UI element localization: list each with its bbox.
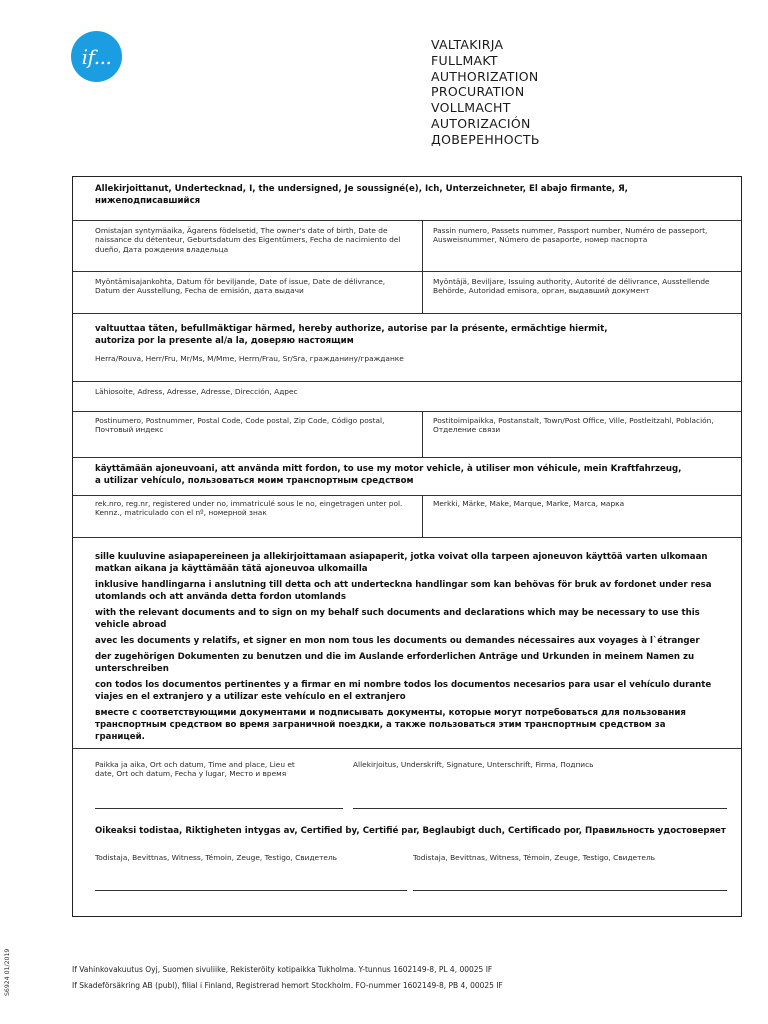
statement-sv: inklusive handlingarna i anslutning till detta och att underteckna handlingar som kan behövas för bruk av fordonet under resa utomlands och att använda detta fordon utomlands (95, 580, 712, 602)
post-office-label: Postitoimipaikka, Postanstalt, Town/Post Office, Ville, Postleitzahl, Población, Отделение связи (433, 416, 714, 435)
salutation-label: Herra/Rouva, Herr/Fru, Mr/Ms, M/Mme, Herrn/Frau, Sr/Sra, гражданину/гражданке (95, 354, 404, 363)
if-logo (71, 31, 122, 82)
statements-list (95, 551, 713, 747)
statement-de: der zugehörigen Dokumenten zu benutzen und die im Auslande erforderlichen Anträge und Urkunden in meinem Namen zu unterschreiben (95, 652, 695, 674)
place-date-line[interactable] (95, 808, 343, 809)
title-es: AUTORIZACIÓN (431, 115, 531, 131)
document-title-block (431, 37, 540, 148)
title-de: VOLLMACHT (431, 100, 511, 116)
registration-number-field[interactable] (73, 496, 423, 537)
street-address-field[interactable] (73, 382, 741, 412)
issuing-authority-label: Myöntäjä, Beviljare, Issuing authority, Autorité de délivrance, Ausstellende Behörde, Autoridad emisora, орган, выдавший документ (433, 277, 710, 296)
witness-1-line[interactable] (95, 890, 407, 891)
signature-label: Allekirjoitus, Underskrift, Signature, Unterschrift, Firma, Подпись (353, 760, 594, 769)
issuing-authority-field[interactable] (423, 272, 741, 313)
passport-number-field[interactable] (423, 221, 741, 271)
postal-code-field[interactable] (73, 412, 423, 457)
street-address-label: Lähiosoite, Adress, Adresse, Adresse, Dirección, Адрес (95, 387, 298, 396)
authorize-line-2: autoriza por la presente al/a la, доверяю настоящим (95, 336, 354, 346)
vehicle-make-field[interactable] (423, 496, 741, 537)
witness-1-label: Todistaja, Bevittnas, Witness, Témoin, Zeuge, Testigo, Свидетель (95, 853, 338, 862)
postal-code-label: Postinumero, Postnummer, Postal Code, Code postal, Zip Code, Código postal, Почтовый индекс (95, 416, 385, 435)
owner-dob-label: Omistajan syntymäaika, Ägarens födelsetid, The owner's date of birth, Date de naissance du détenteur, Geburtsdatum des Eigentümers, Fecha de nacimiento del dueño, Дата рождения владельца (95, 226, 401, 254)
issue-details-row (73, 272, 741, 314)
certified-label: Oikeaksi todistaa, Riktigheten intygas av, Certified by, Certifié par, Beglaubigt duch, Certificado por, Правильность удостоверяет (95, 826, 726, 836)
date-of-issue-field[interactable] (73, 272, 423, 313)
postal-row (73, 412, 741, 458)
statement-es: con todos los documentos pertinentes y a firmar en mi nombre todos los documentos necesarios para usar el vehículo durante viajes en el extranjero y a utilizar este vehículo en el extranjero (95, 680, 712, 702)
place-date-label: Paikka ja aika, Ort och datum, Time and place, Lieu et date, Ort och datum, Fecha y lugar, Место и время (95, 760, 295, 779)
vehicle-make-label: Merkki, Märke, Make, Marque, Marke, Marca, марка (433, 499, 625, 508)
form-code: S6924 01/2019 (4, 948, 11, 996)
title-ru: ДОВЕРЕННОСТЬ (431, 131, 540, 147)
statement-en: with the relevant documents and to sign on my behalf such documents and declarations which may be necessary to use this vehicle abroad (95, 608, 700, 630)
statement-ru: вместе с соответствующими документами и подписывать документы, которые могут потребоваться для пользования транспортным средством во время заграничной поездки, а также пользоваться этим транспортным средством за границей. (95, 708, 686, 742)
footer-line-2: If Skadeförsäkring AB (publ), filial i Finland, Registrerad hemort Stockholm. FO-nummer 1602149-8, PB 4, 00025 IF (72, 981, 503, 990)
witness-2-line[interactable] (413, 890, 727, 891)
passport-number-label: Passin numero, Passets nummer, Passport number, Numéro de passeport, Ausweisnummer, Número de pasaporte, номер паспорта (433, 226, 708, 245)
authorization-form (72, 176, 742, 917)
statements-section (73, 538, 741, 749)
authorize-row[interactable] (73, 314, 741, 382)
authorize-line-1: valtuuttaa täten, befullmäktigar härmed, hereby authorize, autorise par la présente, ermächtige hiermit, (95, 324, 608, 334)
statement-fi: sille kuuluvine asiapapereineen ja allekirjoittamaan asiapaperit, jotka voivat olla tarpeen ajoneuvon käyttöä varten ulkomaan matkan aikana ja käyttämään tätä ajoneuvoa ulkomailla (95, 552, 708, 574)
signature-line[interactable] (353, 808, 727, 809)
title-sv: FULLMAKT (431, 52, 498, 68)
company-footer (72, 962, 503, 994)
title-fi: VALTAKIRJA (431, 37, 504, 52)
vehicle-line-1: käyttämään ajoneuvoani, att använda mitt fordon, to use my motor vehicle, à utiliser mon véhicule, mein Kraftfahrzeug, (95, 464, 682, 474)
vehicle-line-2: a utilizar vehículo, пользоваться моим транспортным средством (95, 476, 414, 486)
post-office-field[interactable] (423, 412, 741, 457)
witness-2-label: Todistaja, Bevittnas, Witness, Témoin, Zeuge, Testigo, Свидетель (413, 853, 656, 862)
owner-details-row (73, 221, 741, 272)
title-fr: PROCURATION (431, 84, 525, 100)
footer-line-1: If Vahinkovakuutus Oyj, Suomen sivuliike, Rekisteröity kotipaikka Tukholma. Y-tunnus 1602149-8, PL 4, 00025 IF (72, 965, 493, 974)
vehicle-details-row (73, 496, 741, 538)
title-en: AUTHORIZATION (431, 68, 539, 84)
signature-section (73, 749, 741, 916)
undersigned-row[interactable] (73, 177, 741, 221)
vehicle-row (73, 458, 741, 496)
date-of-issue-label: Myöntämisajankohta, Datum för beviljande, Date of issue, Date de délivrance, Datum der Ausstellung, Fecha de emisión, дата выдачи (95, 277, 386, 296)
registration-number-label: rek.nro, reg.nr, registered under no, immatriculé sous le no, eingetragen unter pol. Kennz., matriculado con el nº, номерной знак (95, 499, 403, 518)
owner-dob-field[interactable] (73, 221, 423, 271)
logo-text: if... (81, 44, 112, 69)
undersigned-label: Allekirjoittanut, Undertecknad, I, the undersigned, Je soussigné(e), Ich, Unterzeichneter, El abajo firmante, Я, нижеподписавшийся (95, 184, 628, 206)
statement-fr: avec les documents y relatifs, et signer en mon nom tous les documents ou demandes nécessaires aux voyages à l`étranger (95, 636, 700, 646)
